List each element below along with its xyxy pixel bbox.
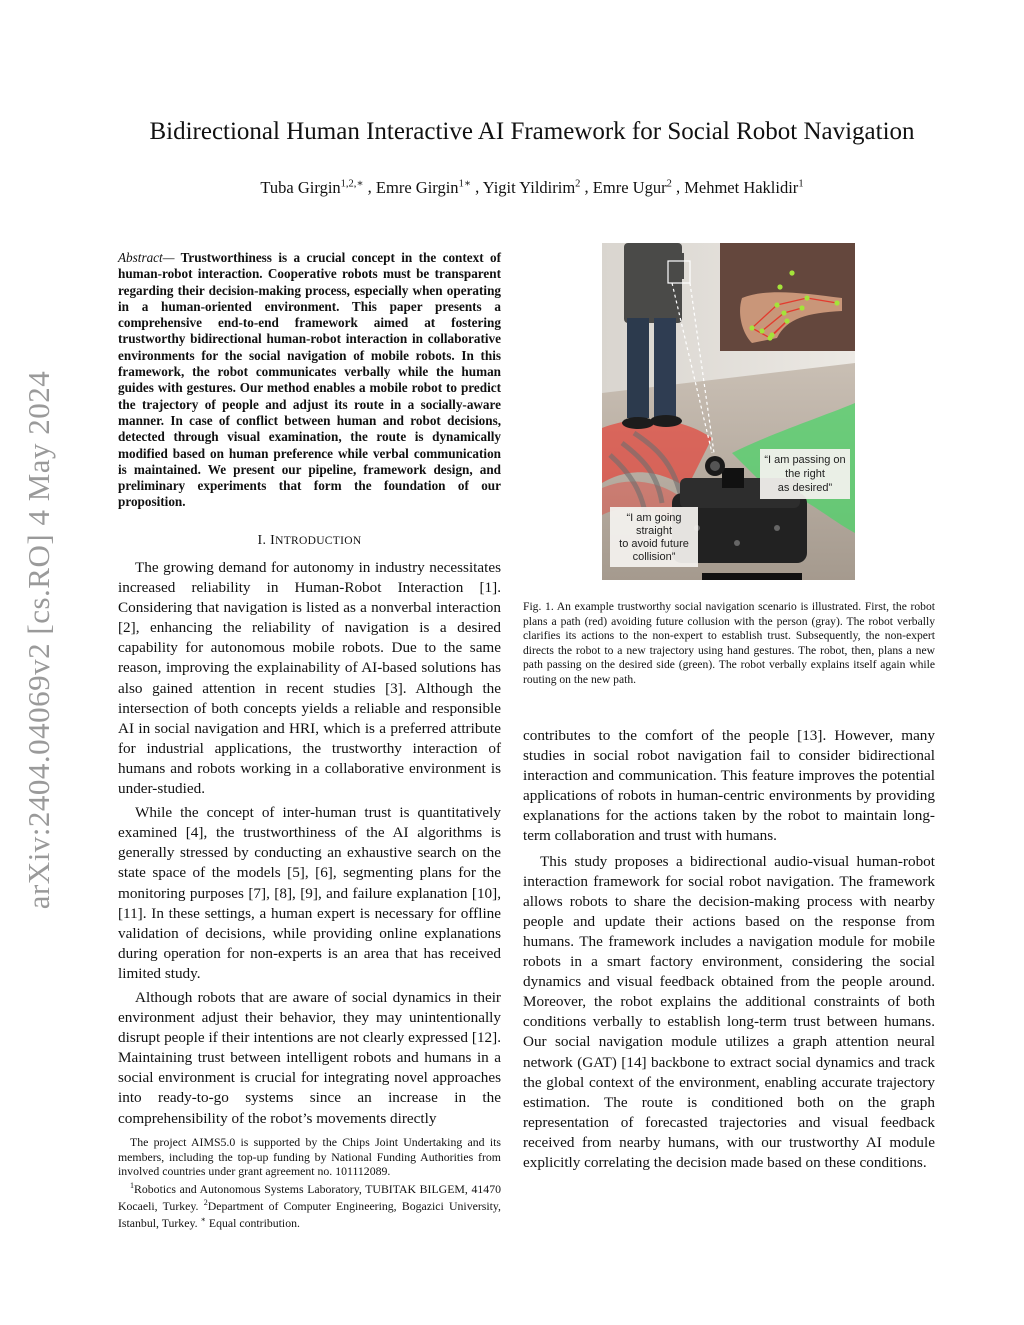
intro-right-column (523, 726, 935, 1173)
affiliation-note: $^1$Robotics and Autonomous Systems Laboratory, TUBITAK BILGEM, 41470 Kocaeli, Turkey. $^2$Department of Computer Engineering, Bogazici University, Istanbul, Turkey. ∗ Equal contribution. (118, 1180, 501, 1231)
abstract: Abstract— Trustworthiness is a crucial concept in the context of human-robot interaction. Cooperative robots must be transparent regarding their decision-making process, especially when operating in a human-oriented environment. This paper presents a comprehensive end-to-end framework aimed at fostering trustworthy bidirectional human-robot interaction in collaborative environments for the social navigation of mobile robots. In this framework, the robot communicates verbally while the human guides with gestures. Our method enables a mobile robot to predict the trajectory of people and adjust its route in a socially-aware manner. In case of conflict between human and robot decisions, detected through visual examination, the route is dynamically modified based on human preference while verbal communication is maintained. We present our pipeline, framework design, and preliminary experiments that form the foundation of our proposition. (118, 250, 501, 510)
svg-text:“I am passing on: “I am passing on (764, 454, 846, 466)
robot-scene-illustration (602, 243, 855, 580)
abstract-label: Abstract (118, 250, 163, 265)
svg-text:the right: the right (785, 468, 825, 480)
author: Tuba Girgin$^{1,2,∗}$ (260, 177, 364, 197)
paper-title: Bidirectional Human Interactive AI Framework for Social Robot Navigation (149, 118, 915, 145)
section-heading: I. INTRODUCTION (257, 533, 362, 548)
intro-left-column (118, 558, 501, 1129)
figure-caption: Fig. 1. An example trustworthy social navigation scenario is illustrated. First, the robot plans a path (red) avoiding future collusion with the person (gray). The robot verbally clarifies its actions to the non-expert to establish trust. Subsequently, the non-expert directs the robot to a new trajectory using hand gestures. The robot, then, plans a new path passing on the desired side (green). The robot verbally explains itself again while routing on the new path. (523, 600, 935, 686)
speech-bubble-right (760, 449, 850, 499)
author: Emre Ugur$^2$ (592, 177, 672, 197)
paragraph: Although robots that are aware of social dynamics in their environment adjust their behavior, they may unintentionally disrupt people if their intentions are not clearly expressed [12]. Maintaining trust between intelligent robots and humans in a social environment is crucial for integrating novel approaches into ready-to-go systems since an increase in the comprehensibility of the robot’s movements directly (118, 988, 501, 1127)
paragraph: This study proposes a bidirectional audio-visual human-robot interaction framework for social robot navigation. The framework allows robots to share the decision-making process with nearby people and update their actions based on the response from humans. The framework includes a navigation module for mobile robots in a smart factory environment, considering the social dynamics and visual feedback obtained from the people around. Moreover, the robot explains the additional constraints of both conditions verbally to establish long-term trust between humans. Our social navigation module utilizes a graph attention neural network (GAT) [14] backbone to extract social dynamics and track the global context of the environment, enabling accurate trajectory estimation. The route is conditioned both on the graph representation of forecasted trajectories and visual feedback received from nearby humans, with our trustworthy AI module explicitly correlating the decision made based on these conditions. (523, 852, 935, 1171)
author: Mehmet Haklidir$^1$ (684, 177, 804, 197)
arxiv-identifier: arXiv:2404.04069v2 [cs.RO] 4 May 2024 (21, 370, 56, 910)
svg-text:to avoid future: to avoid future (619, 538, 689, 550)
paragraph: The growing demand for autonomy in industry necessitates increased reliability in Human-Robot Interaction [1]. Considering that navigation is listed as a nonverbal interaction [2], enhancing the reliability of navigation is a desired capability for autonomous mobile robots. Due to the same reason, improving the explainability of AI-based solutions has also gained attention in recent studies [3]. Although the intersection of both concepts yields a reliable and responsible AI in social navigation and HRI, which is a preferred attribute for industrial applications, the trustworthy interaction of humans and robots working in a collaborative environment is under-studied. (118, 559, 501, 798)
footnotes (118, 1135, 501, 1231)
paragraph: contributes to the comfort of the people [13]. However, many studies in social robot navigation fail to consider bidirectional interaction and communication. This feature improves the potential applications of robots in human-centric environments by providing explanations for the actions taken by the robot to maintain long-term collaboration and trust with humans. (523, 727, 935, 845)
abstract-text: Trustworthiness is a crucial concept in the context of human-robot interaction. Cooperative robots must be transparent regarding their decision-making process, especially when operating in a human-oriented environment. This paper presents a comprehensive end-to-end framework aimed at fostering trustworthy bidirectional human-robot interaction in collaborative environments for the social navigation of mobile robots. In this framework, the robot communicates verbally while the human guides with gestures. Our method enables a mobile robot to predict the trajectory of people and adjust its route in a socially-aware manner. In case of conflict between human and robot decisions, detected through visual examination, the route is dynamically modified based on human preference while verbal communication is maintained. We present our pipeline, framework design, and preliminary experiments that form the foundation of our proposition. (118, 250, 501, 510)
hand-gesture-inset (720, 243, 855, 351)
author: Yigit Yildirim$^2$ (482, 177, 581, 197)
author-list: Tuba Girgin$^{1,2,∗}$ , Emre Girgin$^{1∗}$ , Yigit Yildirim$^2$ , Emre Ugur$^2$ , Mehmet Haklidir$^1$ (260, 177, 804, 197)
svg-text:collision”: collision” (632, 551, 676, 563)
funding-note: The project AIMS5.0 is supported by the Chips Joint Undertaking and its members, including the top-up funding by National Funding Authorities from involved countries under grant agreement no. 101112089. (118, 1135, 501, 1178)
svg-text:as desired”: as desired” (777, 482, 833, 494)
paragraph: While the concept of inter-human trust is quantitatively examined [4], the trustworthiness of the AI algorithms is generally stressed by conducting an exhaustive search on the state space of the models [5], [6], segmenting plans for the monitoring purposes [7], [8], [9], and failure explanation [10], [11]. In these settings, a human expert is necessary for offline validation of decisions, while providing online explanations during operation for non-experts is an area that has received limited study. (118, 804, 501, 982)
speech-bubble-left (610, 507, 698, 567)
svg-text:“I am going: “I am going (626, 512, 682, 524)
figure-photo (602, 243, 855, 580)
svg-text:straight: straight (635, 525, 673, 537)
author: Emre Girgin$^{1∗}$ (375, 177, 471, 197)
